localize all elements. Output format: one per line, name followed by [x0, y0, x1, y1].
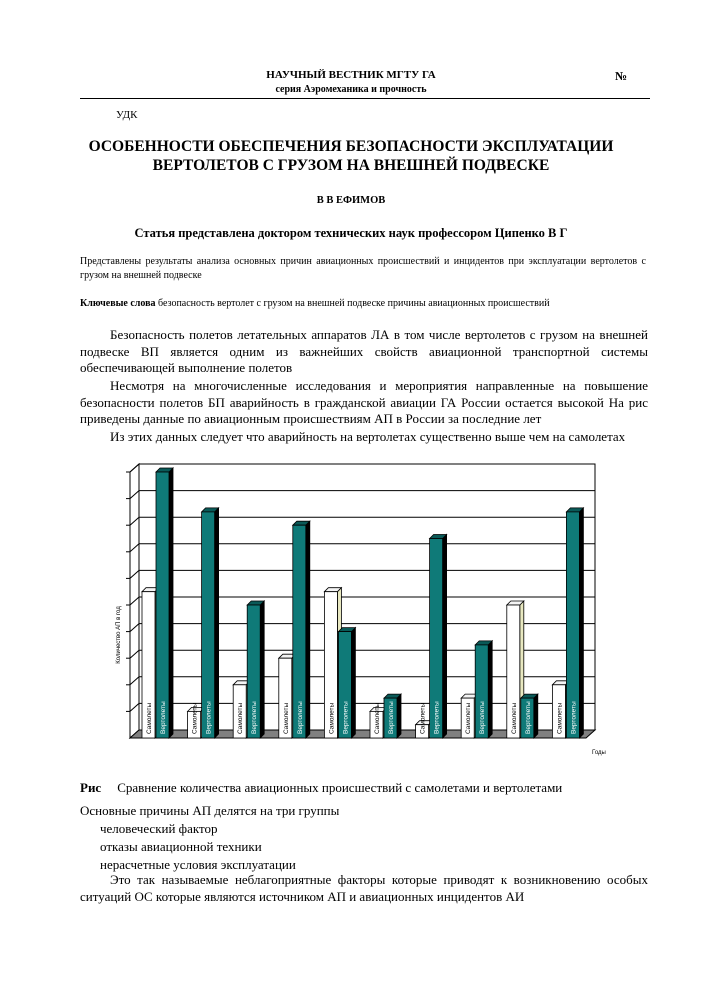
bar-helicopters-side: [260, 601, 264, 738]
bar-helicopters-side: [215, 508, 219, 738]
causes-list: [80, 802, 339, 874]
keywords-text: безопасность вертолет с грузом на внешней подвеске причины авиационных происшествий: [155, 298, 550, 309]
bar-airplanes-label: Самолеты: [419, 702, 427, 734]
paragraph-3: Из этих данных следует что аварийность на вертолетах существенно выше чем на самолетах: [110, 429, 626, 444]
bar-airplanes-label: Самолеты: [510, 702, 518, 734]
abstract: Представлены результаты анализа основных причин авиационных происшествий и инцидентов при эксплуатации вертолетов с грузом на внешней подвеске: [80, 256, 646, 281]
bar-airplanes-label: Самолеты: [374, 702, 381, 734]
issue-number: №: [615, 69, 628, 83]
bar-airplanes-label: Самолеты: [328, 702, 336, 734]
bar-helicopters: [156, 472, 169, 738]
bar-airplanes-label: Самолеты: [556, 702, 564, 734]
bar-chart: [100, 462, 612, 764]
paragraph-1: Безопасность полетов летательных аппаратов ЛА в том числе вертолетов с грузом на внешней подвеске ВП является одним из важнейших свойств авиационной транспортной системы обеспечивающей выполнение полетов: [80, 327, 648, 375]
bar-helicopters-label: Вертолеты: [388, 701, 395, 734]
figure-label: Рис: [80, 780, 102, 795]
bar-airplanes-label: Самолеты: [282, 702, 290, 734]
bar-airplanes-label: Самолеты: [191, 702, 199, 734]
header-divider: [80, 98, 650, 99]
bar-helicopters-label: Вертолеты: [479, 701, 487, 734]
cause-item: нерасчетные условия эксплуатации: [100, 857, 296, 872]
paragraph-final: Это так называемые неблагоприятные факторы которые приводят к возникновению особых ситуаций ОС которые являются источником АП и авиационных инцидентов АИ: [80, 872, 648, 904]
figure-caption: [80, 780, 562, 796]
bar-helicopters-side: [169, 468, 173, 738]
bar-helicopters-label: Вертолеты: [296, 701, 304, 734]
bar-helicopters-label: Вертолеты: [433, 701, 441, 734]
y-axis-label: Количество АП в год: [116, 606, 122, 664]
cause-item: отказы авиационной техники: [100, 839, 262, 854]
bar-helicopters-side: [306, 521, 310, 738]
bar-helicopters-label: Вертолеты: [160, 701, 167, 734]
bar-helicopters-label: Вертолеты: [570, 701, 578, 734]
bar-airplanes-label: Самолеты: [465, 702, 473, 734]
keywords-label: Ключевые слова: [80, 298, 156, 309]
cause-item: человеческий фактор: [100, 821, 218, 836]
bar-helicopters-label: Вертолеты: [342, 701, 350, 734]
author: В В ЕФИМОВ: [316, 195, 386, 206]
journal-series: серия Аэромеханика и прочность: [275, 84, 427, 95]
keywords: [80, 298, 646, 309]
bar-helicopters-side: [579, 508, 583, 738]
bar-helicopters-side: [397, 694, 401, 738]
bar-chart-svg: [100, 462, 612, 764]
presented-by: Статья представлена доктором технических наук профессором Ципенко В Г: [134, 226, 568, 240]
journal-title: НАУЧНЫЙ ВЕСТНИК МГТУ ГА: [266, 69, 436, 81]
causes-intro: Основные причины АП делятся на три группы: [80, 803, 340, 818]
bar-helicopters-side: [351, 628, 355, 738]
x-axis-label: Годы: [592, 750, 606, 756]
udk-label: УДК: [116, 109, 138, 121]
bar-helicopters-label: Вертолеты: [524, 701, 532, 734]
bar-helicopters-side: [443, 535, 447, 739]
figure-caption-text: Сравнение количества авиационных происшествий с самолетами и вертолетами: [117, 780, 563, 795]
bar-helicopters-label: Вертолеты: [205, 701, 213, 734]
bar-airplanes-label: Самолеты: [146, 702, 153, 734]
article-title: ОСОБЕННОСТИ ОБЕСПЕЧЕНИЯ БЕЗОПАСНОСТИ ЭКСПЛУАТАЦИИ ВЕРТОЛЕТОВ С ГРУЗОМ НА ВНЕШНЕЙ ПОДВЕСКЕ: [88, 138, 614, 174]
bar-helicopters-side: [534, 694, 538, 738]
paragraph-2: Несмотря на многочисленные исследования и мероприятия направленные на повышение безопасности полетов БП аварийность в гражданской авиации ГА России остается высокой На рис приведены данные по авиационным происшествиям АП в России за последние лет: [80, 378, 648, 426]
bar-helicopters-label: Вертолеты: [251, 701, 259, 734]
bar-airplanes-label: Самолеты: [237, 702, 245, 734]
bar-helicopters-side: [488, 641, 492, 738]
